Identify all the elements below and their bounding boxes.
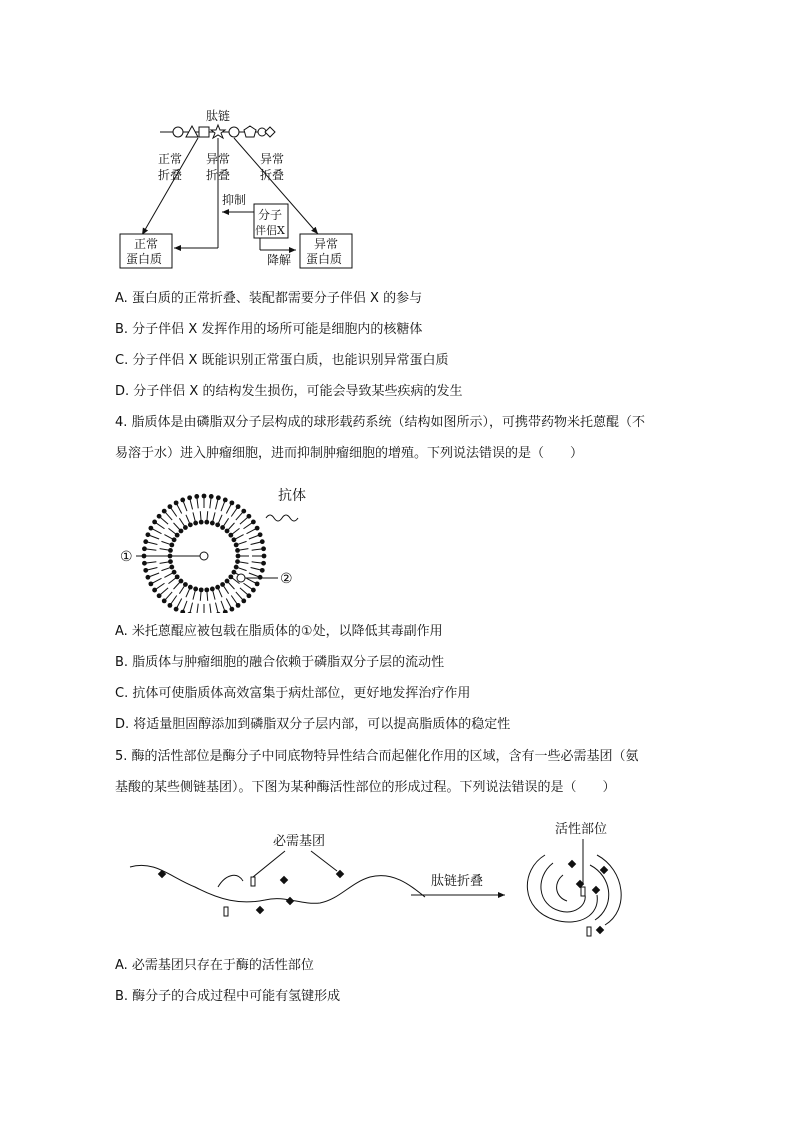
chaperone-label-1: 分子 <box>258 208 283 222</box>
q3-option-c: C. 分子伴侣 X 既能识别正常蛋白质，也能识别异常蛋白质 <box>115 353 449 368</box>
enzyme-active-site-diagram <box>125 815 645 945</box>
protein-folding-diagram <box>110 100 370 272</box>
q4-option-b: B. 脂质体与肿瘤细胞的融合依赖于磷脂双分子层的流动性 <box>115 655 445 670</box>
abnormal-protein-1: 异常 <box>314 237 339 251</box>
q4-option-a: A. 米托蒽醌应被包载在脂质体的①处，以降低其毒副作用 <box>115 624 443 639</box>
antibody-label: 抗体 <box>278 488 306 504</box>
q3-option-d: D. 分子伴侣 X 的结构发生损伤，可能会导致某些疾病的发生 <box>115 384 463 399</box>
q4-stem-line2: 易溶于水）进入肿瘤细胞，进而抑制肿瘤细胞的增殖。下列说法错误的是（ ） <box>115 446 584 461</box>
active-site-label: 活性部位 <box>555 822 608 837</box>
label-degrade: 降解 <box>267 253 292 267</box>
label-1: ① <box>120 549 133 565</box>
label-abnormal-fold-mid-2: 折叠 <box>206 168 231 182</box>
label-abnormal-fold-mid-1: 异常 <box>206 152 231 166</box>
label-2: ② <box>280 571 293 587</box>
q5-stem-line1: 5. 酶的活性部位是酶分子中同底物特异性结合而起催化作用的区域，含有一些必需基团（氨 <box>115 749 639 764</box>
label-normal-fold-1: 正常 <box>158 152 183 166</box>
chaperone-label-2: 伴侣X <box>255 224 285 237</box>
q5-stem-line2: 基酸的某些侧链基团）。下图为某种酶活性部位的形成过程。下列说法错误的是（ ） <box>115 780 616 795</box>
q3-option-a: A. 蛋白质的正常折叠、装配都需要分子伴侣 X 的参与 <box>115 291 423 306</box>
liposome-diagram <box>118 478 318 613</box>
label-abnormal-fold-right-2: 折叠 <box>260 168 285 182</box>
q5-option-a: A. 必需基团只存在于酶的活性部位 <box>115 958 314 973</box>
q4-option-c: C. 抗体可使脂质体高效富集于病灶部位，更好地发挥治疗作用 <box>115 686 471 701</box>
essential-groups-label: 必需基团 <box>273 834 326 849</box>
q5-option-b: B. 酶分子的合成过程中可能有氢键形成 <box>115 989 341 1004</box>
label-abnormal-fold-right-1: 异常 <box>260 152 285 166</box>
q4-option-d: D. 将适量胆固醇添加到磷脂双分子层内部，可以提高脂质体的稳定性 <box>115 717 511 732</box>
chain-label: 肽链 <box>206 109 231 123</box>
abnormal-protein-2: 蛋白质 <box>306 252 343 266</box>
q3-option-b: B. 分子伴侣 X 发挥作用的场所可能是细胞内的核糖体 <box>115 322 423 337</box>
folding-label: 肽链折叠 <box>431 874 484 889</box>
normal-protein-1: 正常 <box>134 237 159 251</box>
q4-stem-line1: 4. 脂质体是由磷脂双分子层构成的球形载药系统（结构如图所示），可携带药物米托蒽醌（不 <box>115 415 646 430</box>
normal-protein-2: 蛋白质 <box>126 252 163 266</box>
label-inhibit: 抑制 <box>222 193 247 207</box>
label-normal-fold-2: 折叠 <box>158 168 183 182</box>
